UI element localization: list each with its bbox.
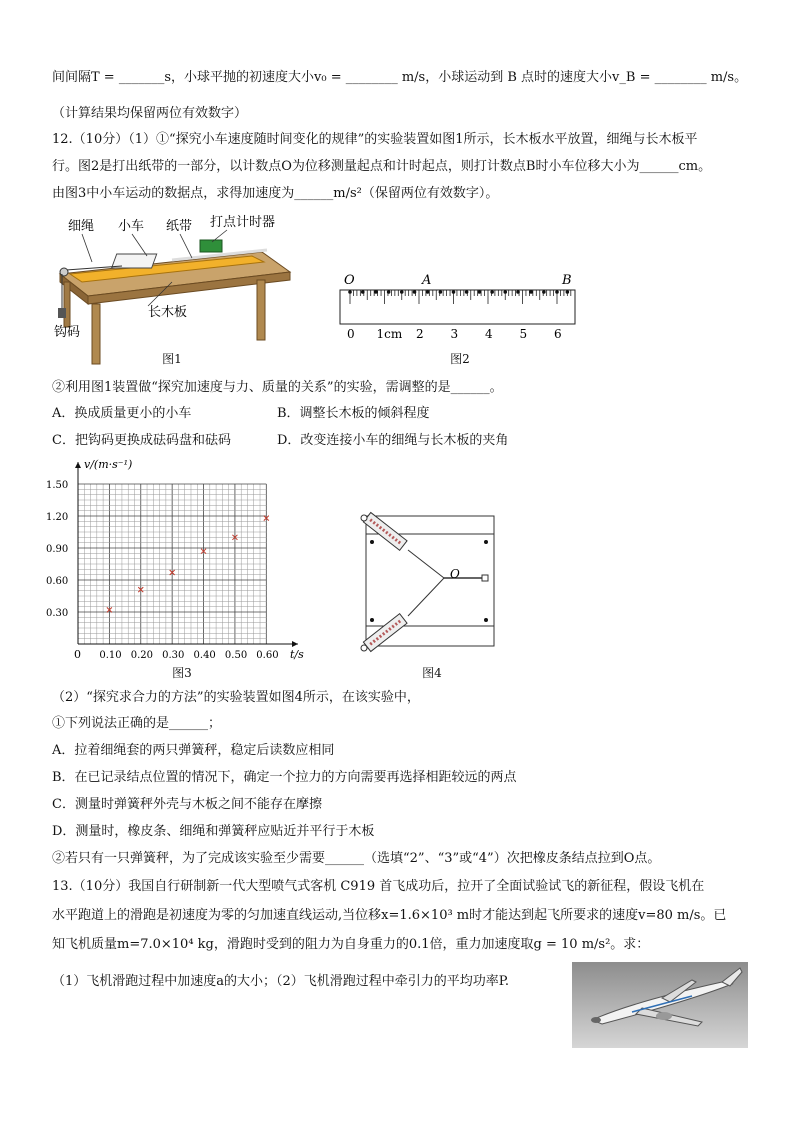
tape-dot	[465, 290, 469, 294]
p2-option-D: D．测量时，橡皮条、细绳和弹簧秤应贴近并平行于木板	[52, 824, 375, 839]
figure-2-ruler	[330, 268, 580, 348]
tape-dot	[400, 290, 404, 294]
label-weight: 钩码	[54, 325, 81, 340]
option-D: D．改变连接小车的细绳与长木板的夹角	[277, 433, 509, 448]
x-axis-arrow	[292, 641, 298, 647]
chart-origin: 0	[74, 648, 81, 661]
tape-dot	[426, 290, 430, 294]
p2-option-A: A．拉着细绳套的两只弹簧秤，稳定后读数应相同	[52, 743, 335, 758]
y-tick-label: 0.30	[46, 608, 69, 619]
y-tick-label: 0.60	[46, 576, 69, 587]
point-B: B	[562, 273, 572, 288]
tape-dot	[516, 290, 520, 294]
tape-dot	[478, 290, 482, 294]
q12-p2-q1: ①下列说法正确的是______；	[52, 716, 222, 731]
figure-2-caption: 图2	[450, 352, 470, 366]
ruler-tick-label: 2	[416, 327, 424, 341]
ruler-tick-label: 3	[450, 327, 459, 341]
label-board: 长木板	[148, 305, 188, 320]
label-timer: 打点计时器	[210, 215, 276, 230]
hook-weight	[58, 308, 66, 318]
tape-dot	[452, 290, 456, 294]
tape-dot	[566, 290, 570, 294]
x-tick-label: 0.60	[256, 650, 279, 661]
c919-airplane-photo	[572, 962, 748, 1048]
label-car: 小车	[118, 219, 145, 234]
figure-4-force-board	[356, 508, 496, 663]
figure-3-caption: 图3	[172, 666, 192, 680]
figure-1-caption: 图1	[162, 352, 182, 366]
x-tick-label: 0.40	[193, 650, 216, 661]
ruler-tick-label: 1cm	[376, 327, 403, 341]
timer	[200, 240, 222, 252]
q13-line2: 水平跑道上的滑跑是初速度为零的匀加速直线运动,当位移x=1.6×10³ m时才能达到起飞所要求的速度v=80 m/s。已	[52, 908, 727, 923]
tape-dot	[555, 290, 559, 294]
tape-dot	[439, 290, 443, 294]
q12-line3: 由图3中小车运动的数据点，求得加速度为______m/s²（保留两位有效数字）。	[52, 186, 499, 201]
tape-dot	[542, 290, 546, 294]
chart-xlabel: t/s	[290, 648, 304, 661]
line-1: 间间隔T = _______s，小球平抛的初速度大小v₀ = ________ m/s，小球运动到 B 点时的速度大小v_B = ________ m/s。	[52, 70, 748, 85]
tape-dot	[374, 290, 378, 294]
tape-dot	[490, 290, 494, 294]
pulley	[60, 268, 68, 276]
figure-3-chart	[44, 454, 314, 664]
q12-intro: 12.（10分）（1）①“探究小车速度随时间变化的规律”的实验装置如图1所示，长木板水平放置，细绳与长木板平	[52, 132, 698, 147]
p2-option-B: B．在已记录结点位置的情况下，确定一个拉力的方向需要再选择相距较远的两点	[52, 770, 517, 785]
tape-dot	[348, 290, 352, 294]
y-axis-arrow	[75, 462, 81, 468]
tape-dot	[529, 290, 533, 294]
q12-p2-q2: ②若只有一只弹簧秤，为了完成该实验至少需要______（选填“2”、“3”或“4”）次把橡皮条结点拉到O点。	[52, 851, 661, 866]
tape-dot	[413, 290, 417, 294]
y-tick-label: 0.90	[46, 544, 69, 555]
q12-p2-intro: （2）“探究求合力的方法”的实验装置如图4所示，在该实验中，	[52, 690, 420, 705]
point-O-fig4: O	[450, 567, 460, 581]
x-tick-label: 0.10	[99, 650, 122, 661]
option-B: B．调整长木板的倾斜程度	[277, 406, 430, 421]
tape-dot	[503, 290, 507, 294]
x-tick-label: 0.20	[130, 650, 154, 661]
label-rope: 细绳	[68, 219, 95, 234]
chart-ylabel: v/(m·s⁻¹)	[84, 458, 133, 471]
tape-dot	[361, 290, 365, 294]
ruler-tick-label: 4	[485, 327, 493, 341]
figure-1-apparatus	[52, 212, 292, 372]
point-A: A	[422, 273, 432, 288]
x-tick-label: 0.30	[162, 650, 185, 661]
point-O: O	[344, 273, 355, 288]
tape-dot	[387, 290, 391, 294]
ruler-tick-label: 5	[519, 327, 528, 341]
x-tick-label: 0.50	[224, 650, 248, 661]
line-2: （计算结果均保留两位有效数字）	[52, 106, 248, 121]
q12-part2: ②利用图1装置做“探究加速度与力、质量的关系”的实验，需调整的是______。	[52, 380, 503, 395]
figure-4-caption: 图4	[422, 666, 442, 680]
label-tape: 纸带	[166, 219, 193, 234]
option-C: C．把钩码更换成砝码盘和砝码	[52, 433, 231, 448]
q13-line3: 知飞机质量m=7.0×10⁴ kg，滑跑时受到的阻力为自身重力的0.1倍，重力加速度取g = 10 m/s²。求：	[52, 937, 650, 952]
q12-line2: 行。图2是打出纸带的一部分，以计数点O为位移测量起点和计时起点，则打计数点B时小车位移大小为______cm。	[52, 159, 712, 174]
q13-line1: 13.（10分）我国自行研制新一代大型喷气式客机 C919 首飞成功后，拉开了全面试验试飞的新征程，假设飞机在	[52, 879, 705, 894]
q13-line4: （1）飞机滑跑过程中加速度a的大小；（2）飞机滑跑过程中牵引力的平均功率P.	[52, 974, 510, 989]
p2-option-C: C．测量时弹簧秤外壳与木板之间不能存在摩擦	[52, 797, 322, 812]
option-A: A．换成质量更小的小车	[52, 406, 192, 421]
ruler-tick-label: 6	[554, 327, 562, 341]
y-tick-label: 1.50	[46, 480, 69, 491]
y-tick-label: 1.20	[46, 512, 69, 523]
ruler-tick-label: 0	[347, 327, 355, 341]
